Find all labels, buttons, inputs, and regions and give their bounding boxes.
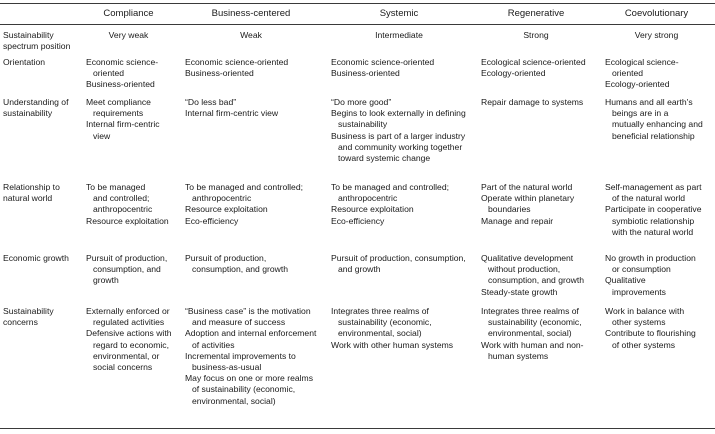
cell-line: Ecology-oriented: [481, 68, 546, 79]
cell-line: view: [93, 130, 111, 141]
cell-line: Economic science-oriented: [185, 57, 289, 67]
column-header-compliance: Compliance: [103, 8, 154, 19]
cell-line: beneficial relationship: [612, 130, 695, 141]
row-label: [3, 30, 79, 52]
cell-line: and controlled;: [93, 193, 150, 204]
table-cell: [605, 253, 715, 298]
header-rule: [0, 24, 715, 25]
cell-line: toward systemic change: [338, 153, 431, 164]
row-label-line: Understanding of: [3, 97, 69, 107]
row-label-line: Sustainability: [3, 30, 54, 40]
table-cell: [324, 30, 474, 41]
cell-line: anthropocentric: [192, 193, 252, 204]
cell-line: Business-oriented: [185, 68, 254, 79]
cell-line: Qualitative: [605, 275, 646, 286]
table-cell: [86, 182, 178, 227]
cell-line: Steady-state growth: [481, 286, 558, 297]
cell-line: consumption, and growth: [192, 264, 289, 275]
cell-line: Business-oriented: [331, 68, 400, 79]
row-label-line: sustainability: [3, 108, 53, 119]
cell-line: Pursuit of production,: [86, 253, 168, 263]
table-cell: [178, 30, 324, 41]
cell-line: “Do less bad”: [185, 97, 237, 107]
cell-line: Internal firm-centric view: [185, 108, 279, 119]
table-cell: [481, 97, 598, 108]
column-header-regenerative: Regenerative: [507, 8, 565, 19]
column-header-coevolutionary: Coevolutionary: [624, 8, 689, 19]
cell-line: Humans and all earth's: [605, 97, 693, 107]
table-cell: [185, 182, 324, 227]
cell-line: oriented: [93, 68, 125, 79]
table-cell: [86, 253, 178, 287]
cell-line: other systems: [612, 317, 666, 328]
table-cell: [185, 57, 324, 79]
cell-line: Weak: [240, 30, 262, 40]
cell-line: Integrates three realms of: [331, 306, 429, 316]
cell-line: environmental, social): [192, 395, 276, 406]
cell-line: and measure of success: [192, 317, 286, 328]
cell-line: Participate in cooperative: [605, 204, 702, 215]
cell-line: anthropocentric: [338, 193, 398, 204]
cell-line: Work in balance with: [605, 306, 685, 316]
table-cell: [185, 306, 324, 407]
row-label: [3, 97, 79, 119]
cell-line: Begins to look externally in defining: [331, 108, 466, 119]
cell-line: Economic science-: [86, 57, 159, 67]
table-cell: [331, 253, 474, 275]
cell-line: Strong: [523, 30, 549, 40]
cell-line: Ecological science-: [605, 57, 679, 67]
row-label: [3, 57, 79, 68]
cell-line: anthropocentric: [93, 204, 153, 215]
row-label-line: spectrum position: [3, 41, 71, 52]
cell-line: May focus on one or more realms: [185, 373, 314, 384]
cell-line: boundaries: [488, 204, 531, 215]
cell-line: Resource exploitation: [331, 204, 414, 215]
cell-line: No growth in production: [605, 253, 696, 263]
cell-line: Operate within planetary: [481, 193, 575, 204]
column-header-business-centered: Business-centered: [211, 8, 291, 19]
row-label-line: Orientation: [3, 57, 46, 67]
cell-line: Pursuit of production, consumption,: [331, 253, 466, 263]
cell-line: environmental, social): [338, 328, 422, 339]
cell-line: symbiotic relationship: [612, 215, 695, 226]
cell-line: Eco-efficiency: [185, 215, 239, 226]
row-label: [3, 253, 79, 264]
column-header-systemic: Systemic: [379, 8, 419, 19]
table-cell: [481, 306, 598, 362]
cell-line: environmental, social): [488, 328, 572, 339]
cell-line: requirements: [93, 108, 144, 119]
cell-line: improvements: [612, 286, 666, 297]
table-cell: [481, 57, 598, 79]
cell-line: “Do more good”: [331, 97, 392, 107]
cell-line: Defensive actions with: [86, 328, 172, 339]
table-cell: [605, 57, 715, 91]
cell-line: Ecology-oriented: [605, 79, 670, 90]
cell-line: Ecological science-oriented: [481, 57, 586, 67]
cell-line: oriented: [612, 68, 644, 79]
cell-line: Resource exploitation: [86, 215, 169, 226]
cell-line: Eco-efficiency: [331, 215, 385, 226]
cell-line: consumption, and growth: [488, 275, 585, 286]
cell-line: Incremental improvements to: [185, 350, 296, 361]
cell-line: business-as-usual: [192, 362, 262, 373]
table-cell: [331, 306, 474, 351]
cell-line: human systems: [488, 350, 549, 361]
cell-line: Manage and repair: [481, 215, 554, 226]
cell-line: social concerns: [93, 362, 153, 373]
cell-line: Business is part of a larger industry: [331, 130, 466, 141]
bottom-rule: [0, 428, 715, 429]
cell-line: of activities: [192, 339, 235, 350]
cell-line: of the natural world: [612, 193, 686, 204]
cell-line: with the natural world: [612, 226, 694, 237]
table-cell: [598, 30, 715, 41]
cell-line: mutually enhancing and: [612, 119, 703, 130]
cell-line: To be managed: [86, 182, 146, 192]
table-cell: [481, 182, 598, 227]
cell-line: Work with human and non-: [481, 339, 584, 350]
row-label-line: Economic growth: [3, 253, 69, 263]
cell-line: and growth: [338, 264, 381, 275]
table-cell: [86, 97, 178, 142]
cell-line: To be managed and controlled;: [185, 182, 304, 192]
cell-line: Internal firm-centric: [86, 119, 160, 130]
cell-line: growth: [93, 275, 119, 286]
table-cell: [185, 97, 324, 119]
cell-line: consumption, and: [93, 264, 161, 275]
cell-line: Business-oriented: [86, 79, 155, 90]
row-label-line: Sustainability: [3, 306, 54, 316]
cell-line: Meet compliance: [86, 97, 151, 107]
table-cell: [79, 30, 178, 41]
cell-line: Repair damage to systems: [481, 97, 584, 107]
table-cell: [86, 306, 178, 373]
cell-line: Integrates three realms of: [481, 306, 579, 316]
top-rule: [0, 3, 715, 4]
cell-line: Intermediate: [375, 30, 423, 40]
cell-line: Externally enforced or: [86, 306, 170, 316]
cell-line: beings are in a: [612, 108, 669, 119]
cell-line: Adoption and internal enforcement: [185, 328, 317, 339]
table-cell: [331, 182, 474, 227]
cell-line: Very strong: [634, 30, 679, 40]
row-label: [3, 182, 79, 204]
row-label-line: Relationship to: [3, 182, 60, 192]
cell-line: and community working together: [338, 141, 463, 152]
table-cell: [605, 182, 715, 238]
cell-line: Work with other human systems: [331, 339, 454, 350]
cell-line: environmental, or: [93, 350, 160, 361]
cell-line: regard to economic,: [93, 339, 169, 350]
cell-line: regulated activities: [93, 317, 165, 328]
cell-line: Resource exploitation: [185, 204, 268, 215]
cell-line: of sustainability (economic,: [192, 384, 296, 395]
cell-line: Qualitative development: [481, 253, 574, 263]
row-label: [3, 306, 79, 328]
cell-line: Pursuit of production,: [185, 253, 267, 263]
row-label-line: concerns: [3, 317, 38, 328]
cell-line: Very weak: [108, 30, 149, 40]
cell-line: sustainability: [338, 119, 388, 130]
table-cell: [481, 253, 598, 298]
cell-line: without production,: [488, 264, 561, 275]
table-cell: [605, 97, 715, 142]
cell-line: sustainability (economic,: [338, 317, 432, 328]
cell-line: Part of the natural world: [481, 182, 573, 192]
table-cell: [86, 57, 178, 91]
cell-line: Self-management as part: [605, 182, 702, 192]
cell-line: To be managed and controlled;: [331, 182, 450, 192]
cell-line: of other systems: [612, 339, 676, 350]
table-cell: [605, 306, 715, 351]
cell-line: or consumption: [612, 264, 671, 275]
table-cell: [331, 57, 474, 79]
cell-line: sustainability (economic,: [488, 317, 582, 328]
cell-line: “Business case” is the motivation: [185, 306, 311, 316]
table-cell: [185, 253, 324, 275]
table-cell: [331, 97, 474, 164]
cell-line: Economic science-oriented: [331, 57, 435, 67]
cell-line: Contribute to flourishing: [605, 328, 696, 339]
table-cell: [474, 30, 598, 41]
row-label-line: natural world: [3, 193, 53, 204]
